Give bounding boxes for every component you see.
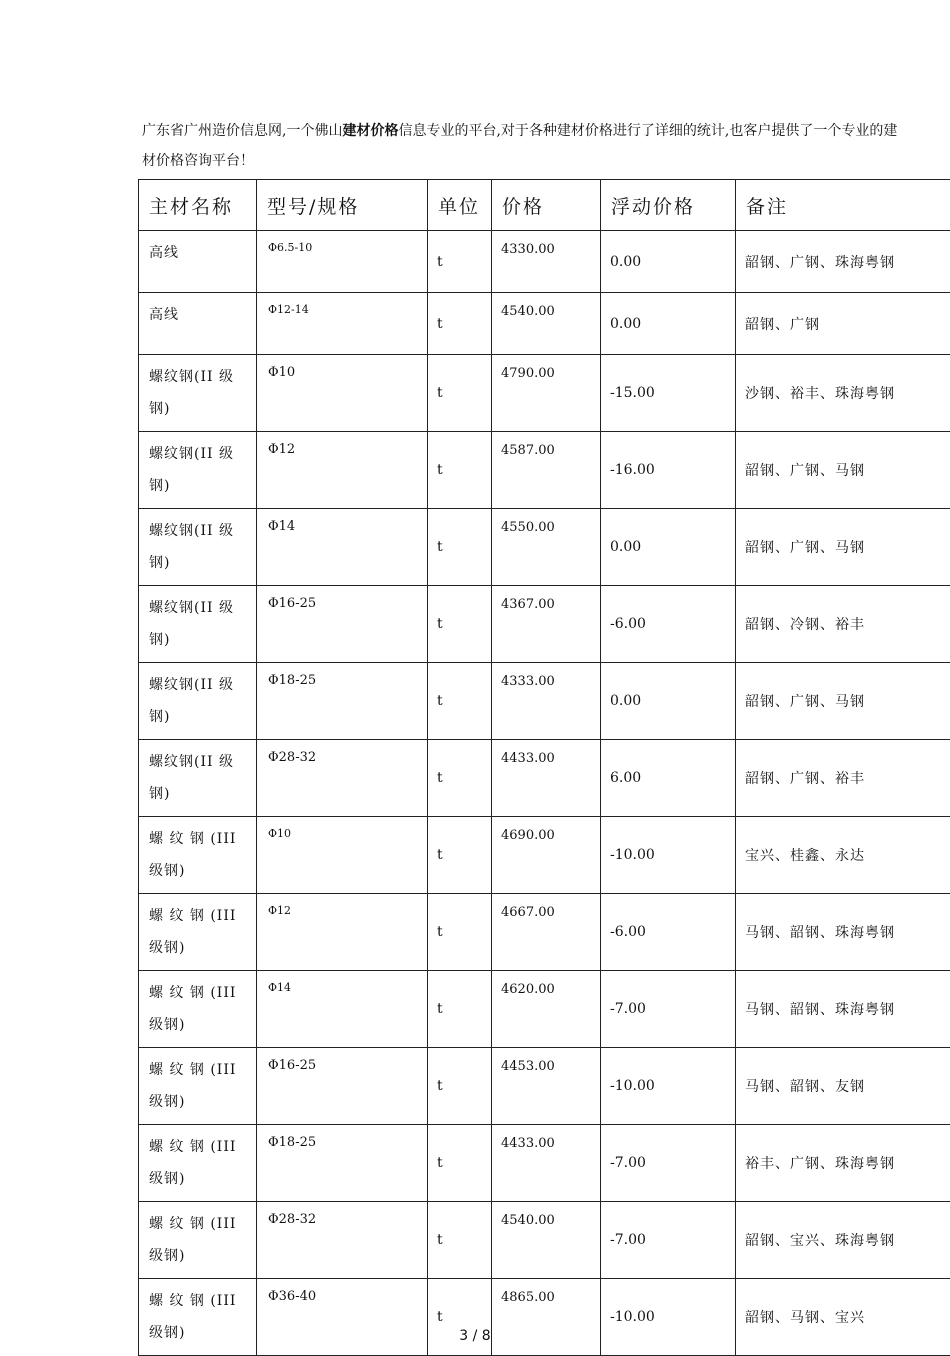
table-row <box>139 509 950 586</box>
table-row <box>139 432 950 509</box>
cell-note: 马钢、韶钢、珠海粤钢 <box>736 894 950 971</box>
header-unit: 单位 <box>428 180 492 231</box>
cell-name: 螺纹钢(II 级钢) <box>139 355 257 432</box>
price-table <box>138 179 950 1356</box>
cell-spec: Φ28-32 <box>257 1202 428 1279</box>
cell-float: -7.00 <box>601 1202 736 1279</box>
cell-float: 6.00 <box>601 740 736 817</box>
cell-unit: t <box>428 293 492 355</box>
cell-float: -6.00 <box>601 894 736 971</box>
table-row <box>139 1202 950 1279</box>
cell-note: 韶钢、广钢、马钢 <box>736 663 950 740</box>
cell-unit: t <box>428 971 492 1048</box>
cell-spec: Φ18-25 <box>257 663 428 740</box>
header-float: 浮动价格 <box>601 180 736 231</box>
cell-name: 螺 纹 钢 (III 级钢) <box>139 894 257 971</box>
cell-spec: Φ6.5-10 <box>257 231 428 293</box>
cell-spec: Φ18-25 <box>257 1125 428 1202</box>
cell-price: 4433.00 <box>492 740 601 817</box>
cell-price: 4540.00 <box>492 1202 601 1279</box>
table-row <box>139 355 950 432</box>
table-row <box>139 1048 950 1125</box>
intro-text-1: 广东省广州造价信息网,一个佛山 <box>142 123 342 139</box>
cell-float: -7.00 <box>601 1125 736 1202</box>
cell-price: 4550.00 <box>492 509 601 586</box>
cell-spec: Φ12 <box>257 432 428 509</box>
cell-price: 4333.00 <box>492 663 601 740</box>
header-note: 备注 <box>736 180 950 231</box>
cell-float: -10.00 <box>601 1279 736 1356</box>
cell-spec: Φ14 <box>257 971 428 1048</box>
table-row <box>139 293 950 355</box>
cell-unit: t <box>428 1279 492 1356</box>
table-row <box>139 894 950 971</box>
cell-note: 韶钢、马钢、宝兴 <box>736 1279 950 1356</box>
intro-text-2: 信息专业的平台,对于各种建材价格进行了详细的统计,也客户提供了一个专业的建材价格咨询平台！ <box>142 123 897 169</box>
cell-price: 4433.00 <box>492 1125 601 1202</box>
cell-note: 韶钢、广钢、马钢 <box>736 432 950 509</box>
cell-unit: t <box>428 1048 492 1125</box>
cell-name: 高线 <box>139 293 257 355</box>
cell-name: 螺 纹 钢 (III 级钢) <box>139 1048 257 1125</box>
cell-note: 韶钢、广钢 <box>736 293 950 355</box>
cell-note: 韶钢、广钢、马钢 <box>736 509 950 586</box>
cell-note: 马钢、韶钢、友钢 <box>736 1048 950 1125</box>
cell-note: 宝兴、桂鑫、永达 <box>736 817 950 894</box>
cell-price: 4453.00 <box>492 1048 601 1125</box>
cell-spec: Φ14 <box>257 509 428 586</box>
intro-highlight: 建材价格 <box>342 123 398 139</box>
cell-unit: t <box>428 1202 492 1279</box>
cell-price: 4620.00 <box>492 971 601 1048</box>
cell-name: 螺纹钢(II 级钢) <box>139 509 257 586</box>
cell-float: -10.00 <box>601 817 736 894</box>
cell-note: 韶钢、冷钢、裕丰 <box>736 586 950 663</box>
cell-name: 螺纹钢(II 级钢) <box>139 586 257 663</box>
cell-name: 螺纹钢(II 级钢) <box>139 740 257 817</box>
cell-spec: Φ16-25 <box>257 1048 428 1125</box>
cell-spec: Φ36-40 <box>257 1279 428 1356</box>
cell-spec: Φ10 <box>257 355 428 432</box>
header-spec: 型号/规格 <box>257 180 428 231</box>
cell-name: 螺 纹 钢 (III 级钢) <box>139 1279 257 1356</box>
cell-name: 螺 纹 钢 (III 级钢) <box>139 971 257 1048</box>
cell-name: 螺纹钢(II 级钢) <box>139 432 257 509</box>
cell-spec: Φ12-14 <box>257 293 428 355</box>
cell-note: 韶钢、广钢、珠海粤钢 <box>736 231 950 293</box>
cell-float: -16.00 <box>601 432 736 509</box>
cell-name: 螺 纹 钢 (III 级钢) <box>139 1202 257 1279</box>
cell-unit: t <box>428 1125 492 1202</box>
cell-unit: t <box>428 740 492 817</box>
table-row <box>139 231 950 293</box>
cell-note: 马钢、韶钢、珠海粤钢 <box>736 971 950 1048</box>
table-row <box>139 663 950 740</box>
cell-unit: t <box>428 432 492 509</box>
cell-unit: t <box>428 355 492 432</box>
cell-spec: Φ16-25 <box>257 586 428 663</box>
cell-unit: t <box>428 509 492 586</box>
cell-price: 4367.00 <box>492 586 601 663</box>
cell-price: 4330.00 <box>492 231 601 293</box>
cell-price: 4690.00 <box>492 817 601 894</box>
header-row <box>139 180 950 231</box>
cell-note: 韶钢、广钢、裕丰 <box>736 740 950 817</box>
cell-unit: t <box>428 894 492 971</box>
table-row <box>139 586 950 663</box>
cell-float: 0.00 <box>601 663 736 740</box>
cell-float: 0.00 <box>601 293 736 355</box>
cell-float: -7.00 <box>601 971 736 1048</box>
cell-note: 沙钢、裕丰、珠海粤钢 <box>736 355 950 432</box>
cell-name: 螺 纹 钢 (III 级钢) <box>139 817 257 894</box>
cell-price: 4865.00 <box>492 1279 601 1356</box>
intro-paragraph <box>142 116 902 176</box>
table-row <box>139 740 950 817</box>
cell-spec: Φ12 <box>257 894 428 971</box>
cell-float: 0.00 <box>601 509 736 586</box>
table-row <box>139 1125 950 1202</box>
cell-unit: t <box>428 586 492 663</box>
cell-unit: t <box>428 817 492 894</box>
cell-price: 4667.00 <box>492 894 601 971</box>
cell-note: 韶钢、宝兴、珠海粤钢 <box>736 1202 950 1279</box>
cell-float: -10.00 <box>601 1048 736 1125</box>
cell-spec: Φ10 <box>257 817 428 894</box>
cell-price: 4540.00 <box>492 293 601 355</box>
cell-price: 4790.00 <box>492 355 601 432</box>
cell-price: 4587.00 <box>492 432 601 509</box>
cell-unit: t <box>428 231 492 293</box>
cell-float: 0.00 <box>601 231 736 293</box>
cell-spec: Φ28-32 <box>257 740 428 817</box>
header-material: 主材名称 <box>139 180 257 231</box>
cell-unit: t <box>428 663 492 740</box>
cell-note: 裕丰、广钢、珠海粤钢 <box>736 1125 950 1202</box>
cell-float: -6.00 <box>601 586 736 663</box>
table-row <box>139 971 950 1048</box>
table-row <box>139 817 950 894</box>
header-price: 价格 <box>492 180 601 231</box>
cell-float: -15.00 <box>601 355 736 432</box>
page-number: 3 / 8 <box>0 1328 950 1344</box>
cell-name: 螺 纹 钢 (III 级钢) <box>139 1125 257 1202</box>
cell-name: 螺纹钢(II 级钢) <box>139 663 257 740</box>
cell-name: 高线 <box>139 231 257 293</box>
